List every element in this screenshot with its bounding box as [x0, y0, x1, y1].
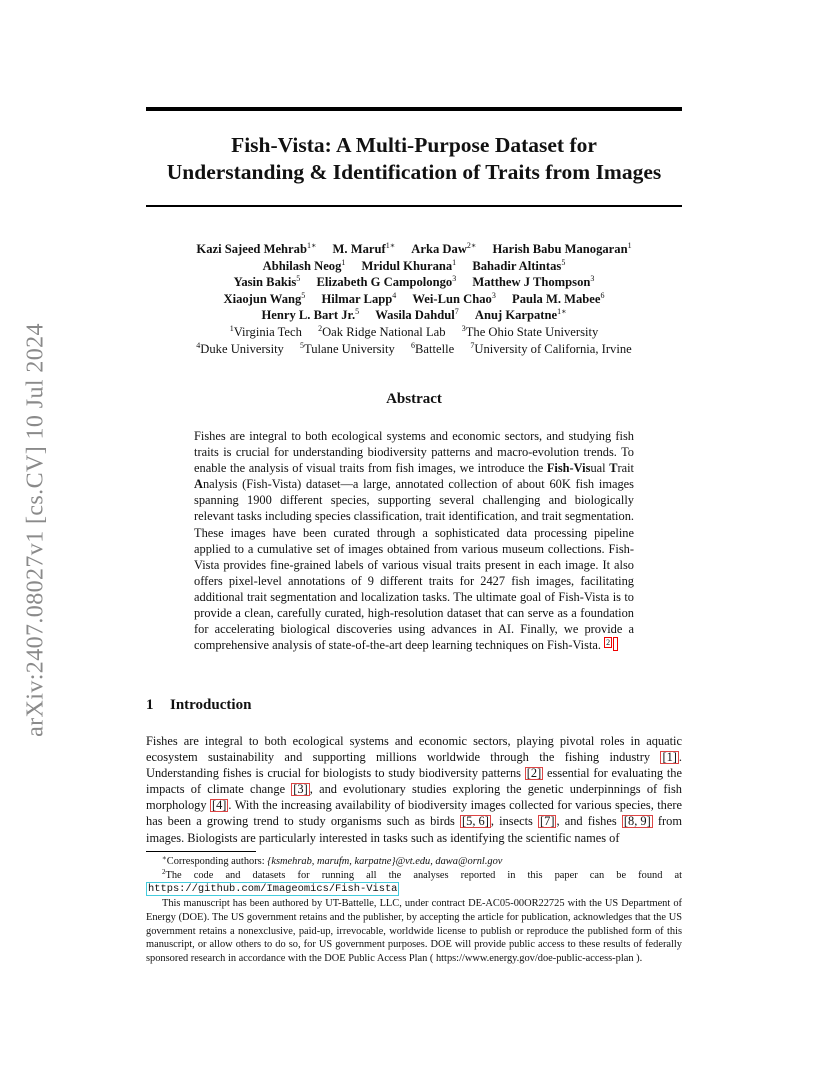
- author-name: Matthew J Thompson: [472, 275, 591, 290]
- author-name: Mridul Khurana: [361, 258, 453, 273]
- author-name: Wasila Dahdul: [375, 308, 455, 323]
- author-line: [146, 274, 682, 291]
- affiliation-mark: 2: [318, 323, 323, 333]
- author-name: Harish Babu Manogaran: [492, 242, 628, 256]
- footnote-1: [146, 855, 682, 869]
- footnote-2: [146, 869, 682, 897]
- author-block: [146, 241, 682, 357]
- abstract-bold: A: [194, 477, 203, 492]
- arxiv-id-label: arXiv:2407.08027v1 [cs.CV] 10 Jul 2024: [22, 323, 49, 737]
- intro-text: , and fishes: [556, 814, 622, 829]
- author-name: Yasin Bakis: [233, 275, 297, 290]
- citation-link[interactable]: [2]: [526, 766, 542, 781]
- author-line: [146, 258, 682, 275]
- title-line-2: Understanding & Identification of Traits from Images: [166, 160, 662, 184]
- author-name: Hilmar Lapp: [321, 291, 393, 306]
- footnote-text: The code and datasets for running all the analyses reported in this paper can be found at: [165, 869, 682, 881]
- affiliation-name: Tulane University: [304, 341, 395, 356]
- abstract-text: ual: [590, 461, 610, 476]
- affiliation-mark: 1: [229, 323, 234, 333]
- affiliation-name: Virginia Tech: [233, 324, 302, 339]
- author-mark: 1: [341, 257, 346, 267]
- author-mark: 3: [491, 290, 496, 300]
- github-link[interactable]: https://github.com/Imageomics/Fish-Vista: [148, 883, 398, 896]
- citation-link[interactable]: [7]: [540, 814, 555, 829]
- abstract-text: nalysis (Fish-Vista) dataset—a large, annotated collection of about 60K fish images spanning 1900 different species, supporting several challenging and biologically relevant tasks including species classification, trait identification, and trait segmentation. These images have been curated through a sophisticated data processing pipeline applied to a cumulative set of images obtained from various museum collections. Fish-Vista provides fine-grained labels of various visual traits present in each image. It also offers pixel-level annotations of 9 different traits for 2427 fish images, facilitating additional trait segmentation and localization tasks. The ultimate goal of Fish-Vista is to provide a clean, carefully curated, high-resolution dataset that can serve as a foundation for accelerating biological discoveries using advances in AI. Finally, we provide a comprehensive analysis of state-of-the-art deep learning techniques on Fish-Vista.: [194, 477, 634, 653]
- author-mark: 1∗: [306, 241, 317, 250]
- author-name: Xiaojun Wang: [223, 291, 302, 306]
- author-name: Wei-Lun Chao: [412, 291, 492, 306]
- intro-text: , and evolutionary studies exploring the genetic underpinnings of fish morphology: [146, 782, 682, 813]
- intro-text: essential for evaluating the impacts of climate change: [146, 766, 683, 797]
- title-top-rule: [146, 107, 682, 111]
- affiliation-mark: 3: [461, 323, 466, 333]
- abstract-bold: T: [609, 461, 618, 476]
- footnote-mark: ∗: [162, 854, 167, 862]
- author-name: Arka Daw: [411, 242, 467, 256]
- footnote-text: Corresponding authors:: [166, 856, 268, 867]
- citation-link[interactable]: [1]: [662, 750, 677, 765]
- intro-text: Fishes are integral to both ecological systems and economic sectors, playing pivotal roles in aquatic ecosystem sustainability and supporting millions worldwide through the fishing industry: [146, 734, 682, 765]
- author-mark: 1∗: [385, 241, 396, 250]
- abstract-heading: Abstract: [386, 391, 442, 407]
- citation-link[interactable]: [5, 6]: [462, 814, 489, 829]
- title-line-1: Fish-Vista: A Multi-Purpose Dataset for: [231, 133, 597, 157]
- affiliation-name: Battelle: [415, 341, 455, 356]
- affiliation-name: Oak Ridge National Lab: [322, 324, 446, 339]
- footnote-emails: {ksmehrab, marufm, karpatne}@vt.edu, dawa@ornl.gov: [267, 856, 503, 867]
- author-mark: 5: [296, 274, 301, 284]
- author-mark: 5: [561, 257, 566, 267]
- footnotes: [146, 855, 682, 966]
- intro-text: . Understanding fishes is crucial for biologists to study biodiversity patterns: [146, 750, 682, 781]
- author-line: [146, 241, 682, 258]
- abstract-text: Fishes are integral to both ecological systems and economic sectors, and studying fish traits is crucial for understanding biodiversity patterns and macro-evolution trends. To enable the analysis of visual traits from fish images, we introduce the: [194, 429, 634, 476]
- footnote-link[interactable]: 2: [606, 638, 611, 648]
- affiliation-name: University of California, Irvine: [474, 341, 632, 356]
- intro-text: . With the increasing availability of biodiversity images collected for various species, there has been a growing trend to study organisms such as birds: [146, 798, 682, 829]
- citation-link[interactable]: [8, 9]: [623, 814, 651, 829]
- footnote-3: [146, 897, 682, 966]
- footnote-link-box[interactable]: [613, 637, 618, 651]
- intro-paragraph: [146, 733, 682, 846]
- author-name: Henry L. Bart Jr.: [261, 308, 356, 323]
- author-mark: 7: [454, 307, 459, 317]
- intro-text: , insects: [490, 814, 539, 829]
- section-number: 1: [146, 697, 154, 713]
- intro-text: from images. Biologists are particularly interested in tasks such as identifying the scientific names of: [146, 814, 682, 845]
- footnote-rule: [146, 851, 256, 852]
- citation-link[interactable]: [4]: [211, 798, 227, 813]
- author-mark: 5: [355, 307, 360, 317]
- author-mark: 3: [452, 274, 457, 284]
- section-heading: [146, 697, 251, 714]
- affiliation-mark: 7: [470, 340, 475, 350]
- footnote-text: This manuscript has been authored by UT-Battelle, LLC, under contract DE-AC05-00OR22725 with the US Department of Energy (DOE). The US government retains and the publisher, by accepting the article for publication, acknowledges that the US government retains a nonexclusive, paid-up, irrevocable, worldwide license to publish or reproduce the published form of this manuscript, or allow others to do so, for US government purposes. DOE will provide public access to these results of federally sponsored research in accordance with the DOE Public Access Plan ( https://www.energy.gov/doe-public-access-plan ).: [146, 898, 682, 964]
- footnote-mark: 2: [162, 867, 166, 876]
- abstract-body: [194, 428, 634, 653]
- section-title: Introduction: [170, 697, 252, 713]
- author-mark: 3: [590, 274, 595, 284]
- author-mark: 4: [392, 290, 397, 300]
- author-mark: 5: [301, 290, 306, 300]
- affiliation-name: Duke University: [200, 341, 284, 356]
- author-name: M. Maruf: [332, 242, 386, 256]
- author-mark: 2∗: [466, 241, 477, 250]
- author-name: Abhilash Neog: [262, 258, 342, 273]
- author-name: Kazi Sajeed Mehrab: [196, 242, 307, 256]
- author-mark: 1∗: [557, 307, 567, 317]
- author-mark: 6: [600, 290, 605, 300]
- title-bottom-rule: [146, 205, 682, 207]
- arxiv-sidebar: [22, 300, 50, 760]
- citation-link[interactable]: [3]: [293, 782, 308, 797]
- affiliation-mark: 6: [411, 340, 416, 350]
- author-name: Paula M. Mabee: [512, 291, 601, 306]
- abstract-text: rait: [617, 461, 634, 476]
- author-mark: 1: [452, 257, 457, 267]
- affiliation-line: [146, 341, 682, 358]
- abstract-bold: Fish-Vis: [546, 461, 591, 476]
- affiliation-mark: 5: [300, 340, 305, 350]
- affiliation-line: [146, 324, 682, 341]
- author-mark: 1: [627, 241, 632, 250]
- author-name: Elizabeth G Campolongo: [316, 275, 453, 290]
- affiliation-mark: 4: [196, 340, 201, 350]
- author-name: Anuj Karpatne: [474, 308, 558, 323]
- author-line: [146, 291, 682, 308]
- author-name: Bahadir Altintas: [472, 258, 562, 273]
- paper-title: [146, 132, 682, 186]
- author-line: [146, 307, 682, 324]
- affiliation-name: The Ohio State University: [465, 324, 599, 339]
